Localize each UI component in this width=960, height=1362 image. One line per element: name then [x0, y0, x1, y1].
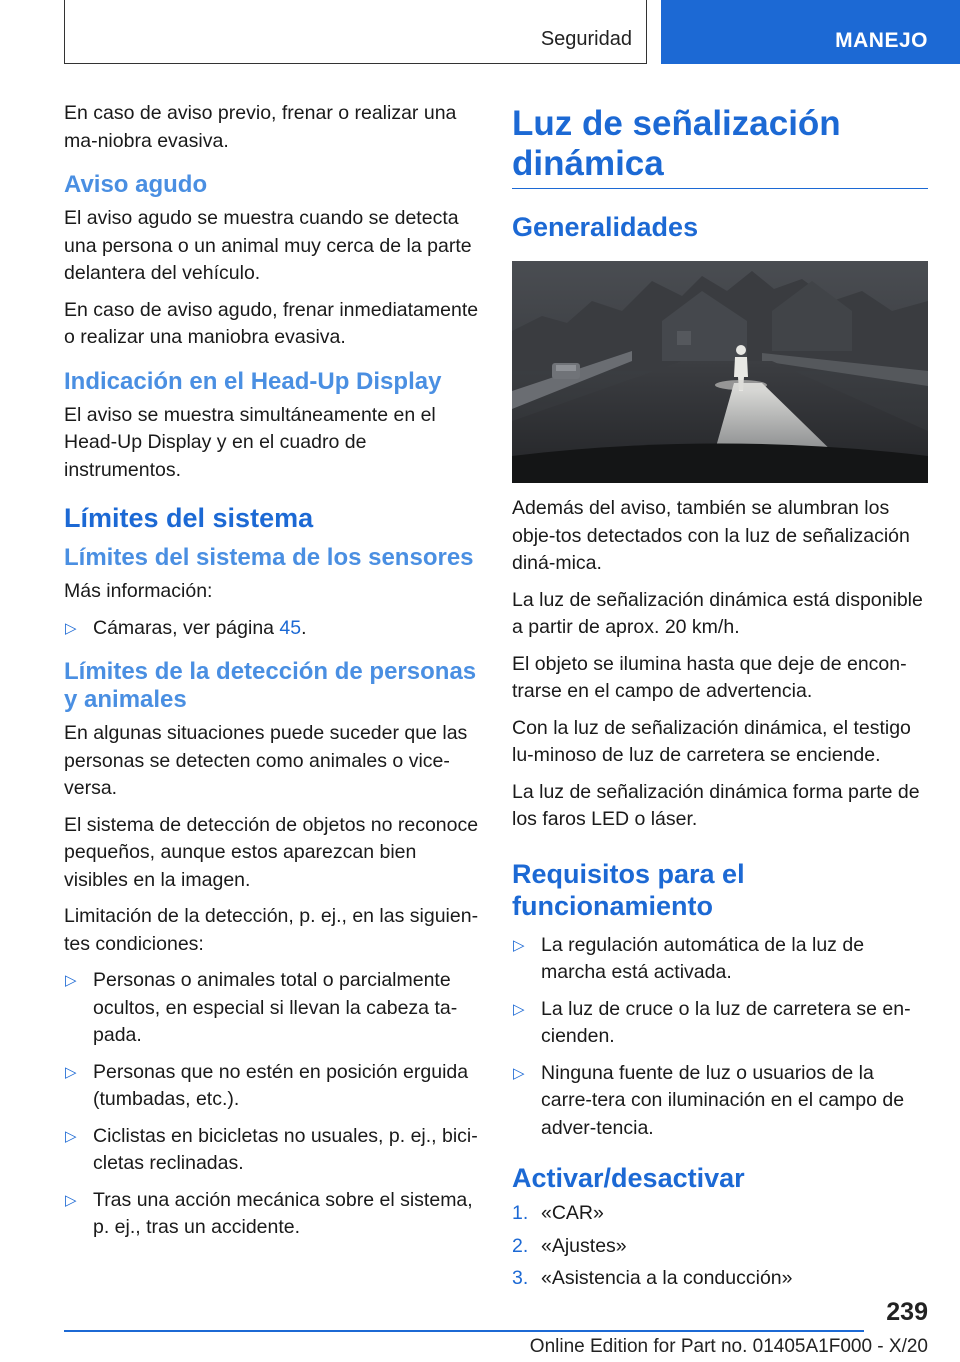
- generalidades-p3: El objeto se ilumina hasta que deje de encon-trarse en el campo de advertencia.: [512, 652, 907, 702]
- generalidades-p1: Además del aviso, también se alumbran los obje-tos detectados con la luz de señalización diná-mica.: [512, 497, 910, 574]
- list-item-text: Tras una acción mecánica sobre el sistema, p. ej., tras un accidente.: [93, 1188, 473, 1238]
- header-chapter-label: MANEJO: [835, 29, 928, 52]
- aviso-agudo-heading: Aviso agudo: [64, 171, 208, 198]
- step-text: «Asistencia a la conducción»: [541, 1267, 793, 1289]
- list-item-text: Ciclistas en bicicletas no usuales, p. ej., bici-cletas reclinadas.: [93, 1124, 478, 1174]
- aviso-agudo-p1: El aviso agudo se muestra cuando se detecta una persona o un animal muy cerca de la parte delantera del vehículo.: [64, 207, 472, 284]
- activar-steps: [512, 1200, 928, 1293]
- deteccion-heading: Límites de la detección de personas y animales: [64, 658, 477, 713]
- step-text: «CAR»: [541, 1202, 604, 1224]
- deteccion-p1: En algunas situaciones puede suceder que las personas se detecten como animales o vice-versa.: [64, 722, 468, 799]
- triangle-right-icon: ▷: [65, 972, 77, 989]
- sensores-bullet-text: Cámaras, ver página: [93, 616, 280, 639]
- triangle-right-icon: ▷: [513, 1000, 525, 1018]
- triangle-right-icon: ▷: [65, 1127, 77, 1145]
- deteccion-list: [64, 967, 480, 1242]
- generalidades-p4: Con la luz de señalización dinámica, el testigo lu-minoso de luz de carretera se enciende.: [512, 716, 911, 766]
- chapter-title: Luz de señalización dinámica: [512, 100, 928, 189]
- list-item-text: Ninguna fuente de luz o usuarios de la carre-tera con iluminación en el campo de adver-tencia.: [541, 1061, 905, 1139]
- list-item: [512, 1200, 928, 1228]
- aviso-agudo-p2: En caso de aviso agudo, frenar inmediatamente o realizar una maniobra evasiva.: [64, 298, 479, 348]
- deteccion-p2: El sistema de detección de objetos no reconoce pequeños, aunque estos aparezcan bien visibles en la imagen.: [64, 813, 479, 891]
- sensores-heading: Límites del sistema de los sensores: [64, 544, 474, 571]
- list-item: [512, 1060, 928, 1143]
- requisitos-list: [512, 932, 928, 1143]
- page-link[interactable]: 45: [279, 616, 302, 639]
- generalidades-p2: La luz de señalización dinámica está disponible a partir de aprox. 20 km/h.: [512, 588, 923, 638]
- step-number: 2.: [512, 1234, 529, 1257]
- list-item-text: Personas que no estén en posición erguida (tumbadas, etc.).: [93, 1060, 469, 1110]
- list-item: [64, 967, 480, 1050]
- list-item: [512, 932, 928, 987]
- triangle-right-icon: ▷: [513, 1064, 525, 1082]
- hud-heading: Indicación en el Head-Up Display: [64, 367, 442, 395]
- list-item: [64, 1059, 480, 1114]
- deteccion-p3: Limitación de la detección, p. ej., en las siguien-tes condiciones:: [64, 905, 479, 955]
- triangle-right-icon: ▷: [65, 619, 77, 637]
- night-road-illustration: [512, 261, 928, 483]
- list-item: [512, 1233, 928, 1261]
- generalidades-p5: La luz de señalización dinámica forma parte de los faros LED o láser.: [512, 780, 920, 830]
- activar-heading: Activar/desactivar: [512, 1163, 745, 1193]
- right-column: [512, 100, 928, 1298]
- left-column: [64, 100, 480, 1252]
- generalidades-heading: Generalidades: [512, 212, 699, 242]
- triangle-right-icon: ▷: [513, 936, 525, 954]
- header-section-tab: [64, 0, 647, 64]
- triangle-right-icon: ▷: [65, 1063, 77, 1081]
- hud-p1: El aviso se muestra simultáneamente en el Head-Up Display y en el cuadro de instrumentos.: [64, 403, 436, 481]
- limites-heading: Límites del sistema: [64, 503, 314, 533]
- step-text: «Ajustes»: [541, 1234, 627, 1257]
- intro-paragraph: En caso de aviso previo, frenar o realizar una ma-niobra evasiva.: [64, 102, 457, 152]
- step-number: 3.: [512, 1267, 529, 1289]
- list-item-text: La regulación automática de la luz de marcha está activada.: [541, 933, 865, 983]
- sensores-list: [64, 615, 480, 643]
- requisitos-heading: Requisitos para el funcionamiento: [512, 858, 745, 921]
- header-chapter-tab: [661, 0, 960, 64]
- list-item: [64, 1123, 480, 1178]
- list-item: [512, 1265, 928, 1293]
- page-number: 239: [886, 1298, 928, 1326]
- triangle-right-icon: ▷: [65, 1191, 77, 1209]
- list-item: [64, 615, 480, 643]
- list-item-text: Personas o animales total o parcialmente ocultos, en especial si llevan la cabeza ta-pada.: [93, 969, 458, 1046]
- sensores-bullet-end: .: [301, 616, 307, 639]
- footer-divider: [64, 1330, 864, 1332]
- list-item: [512, 996, 928, 1051]
- step-number: 1.: [512, 1202, 529, 1224]
- sensores-p1: Más información:: [64, 580, 213, 602]
- list-item-text: La luz de cruce o la luz de carretera se en-cienden.: [541, 997, 911, 1047]
- list-item: [64, 1187, 480, 1242]
- footer-edition: Online Edition for Part no. 01405A1F000 - X/20: [529, 1336, 928, 1357]
- header-section-label: Seguridad: [540, 28, 632, 50]
